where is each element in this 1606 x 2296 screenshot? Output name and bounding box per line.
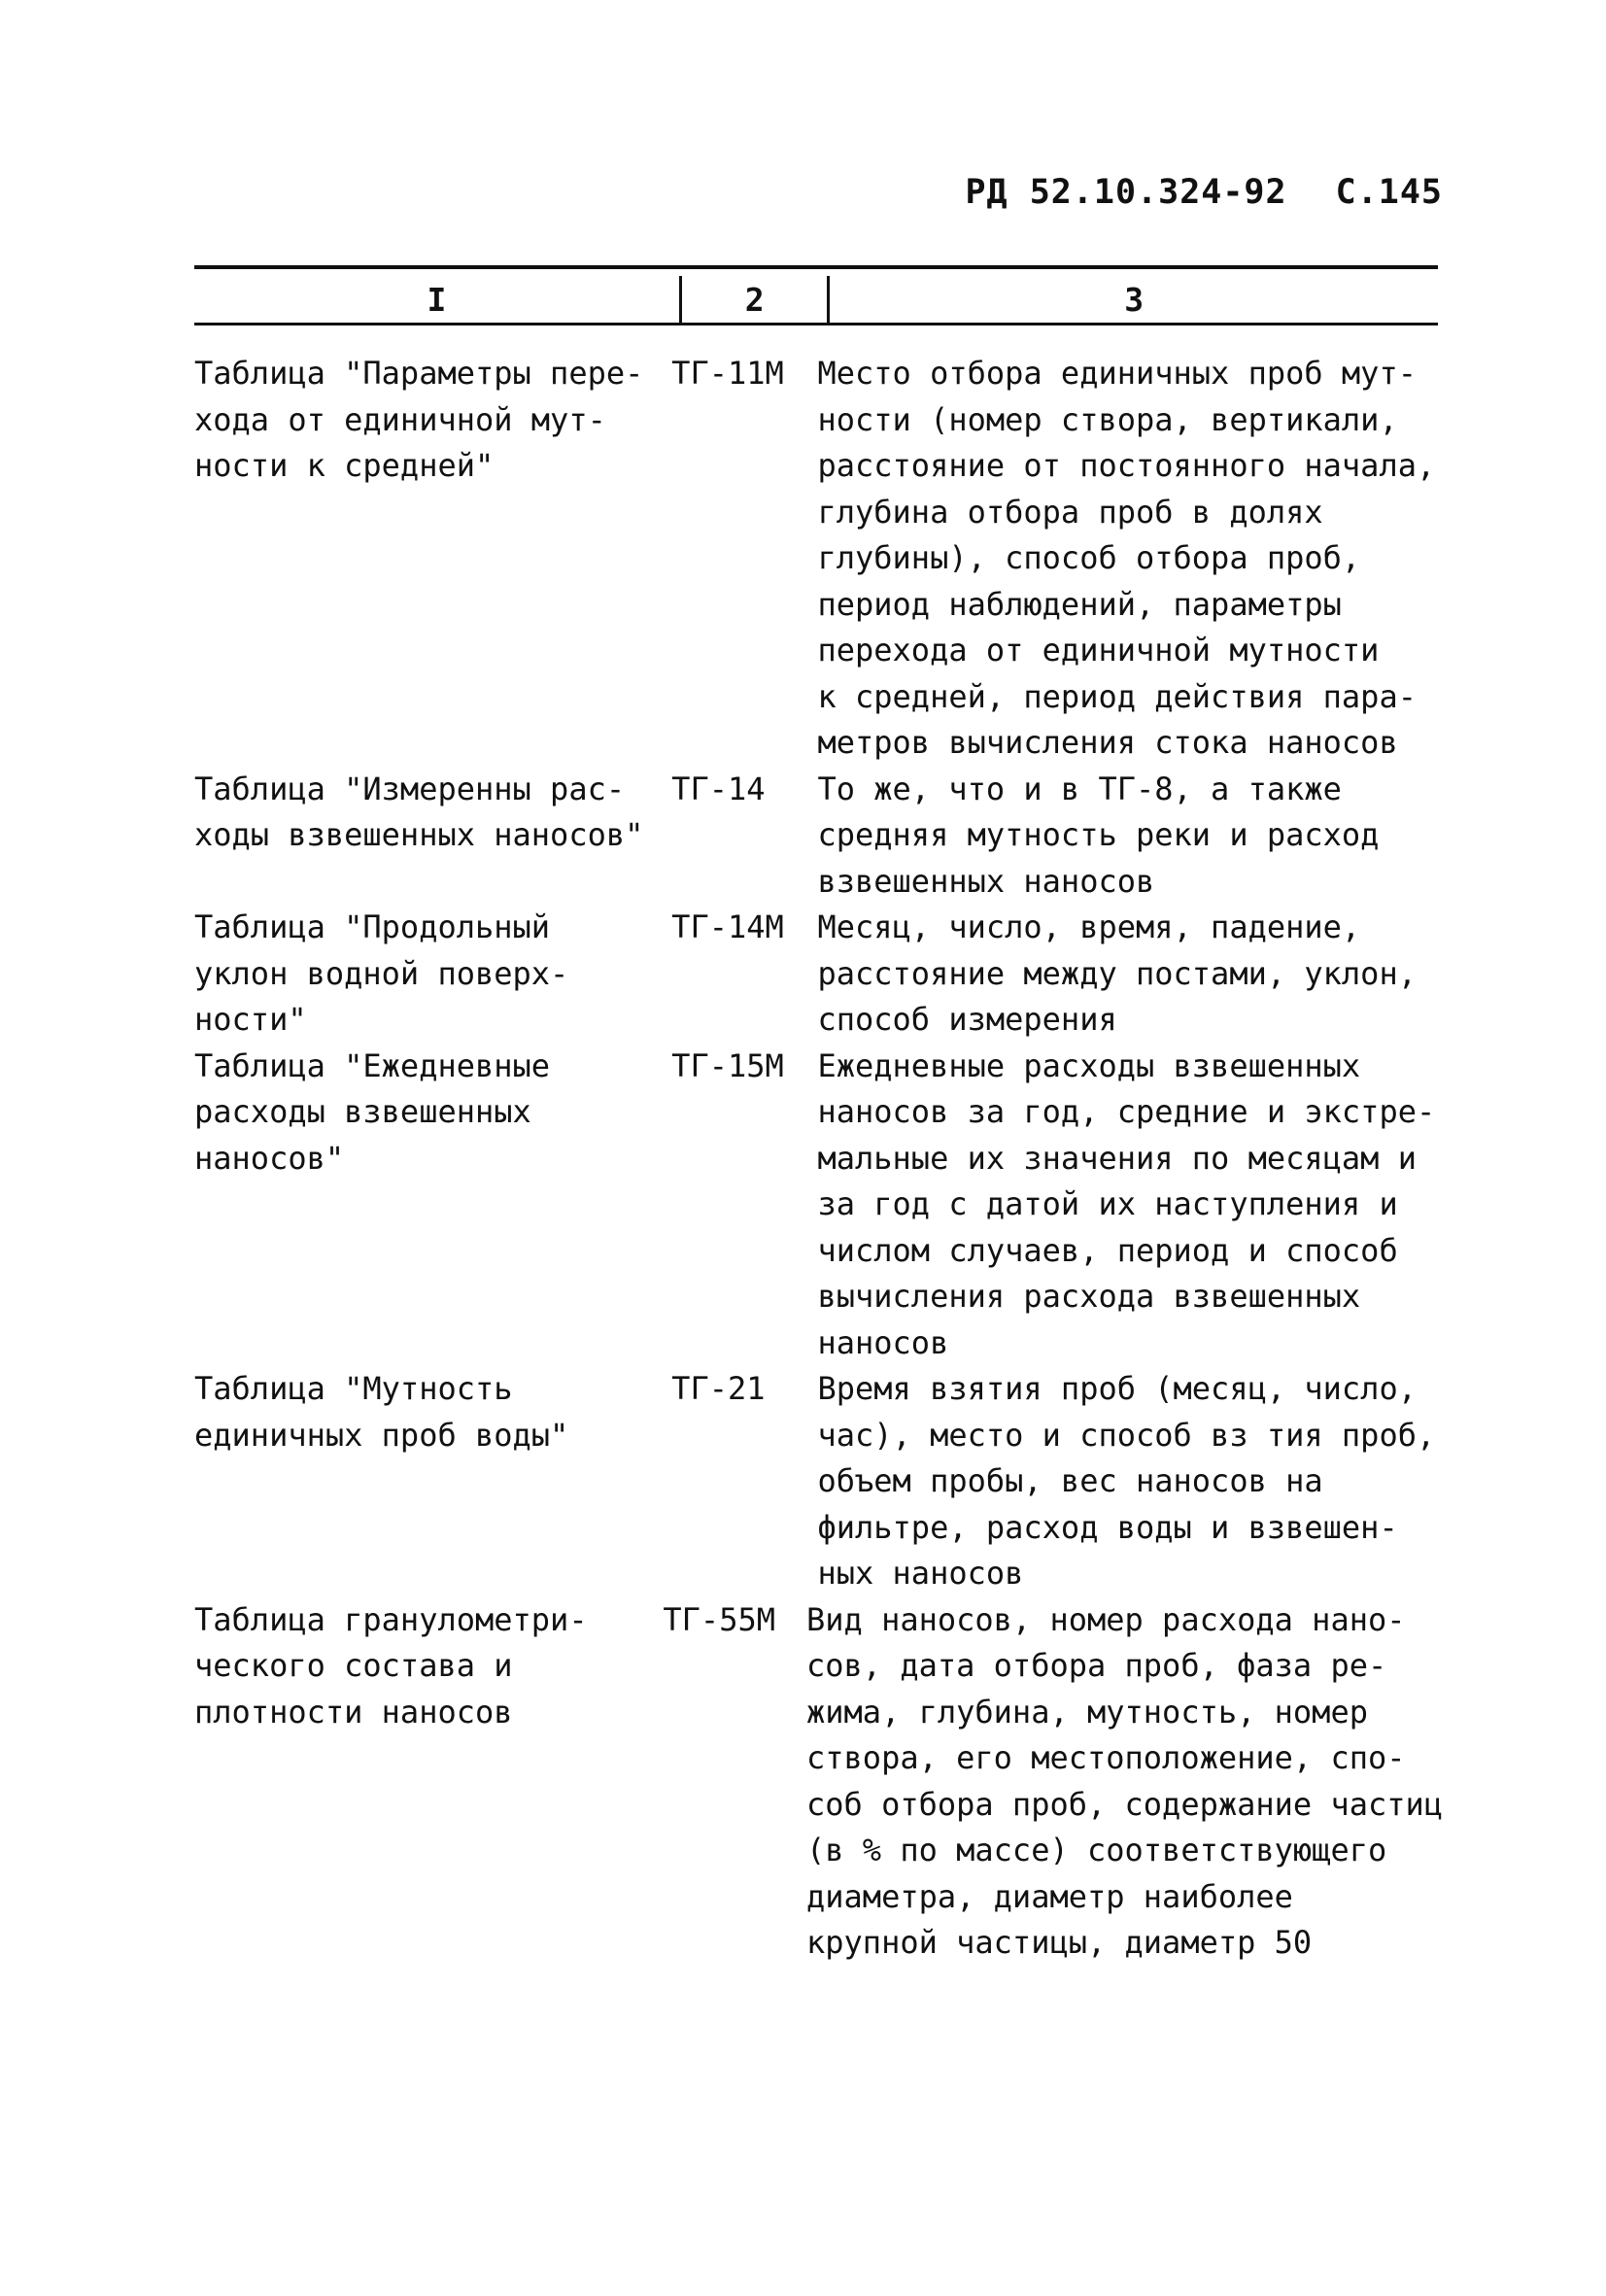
table-name-line: Таблица "Измеренны рас- xyxy=(194,770,626,807)
table-description-line: крупной частицы, диаметр 50 xyxy=(806,1924,1313,1961)
data-table xyxy=(194,265,1444,1967)
table-name-line: расходы взвешенных xyxy=(194,1093,531,1130)
table-description-line: числом случаев, период и способ xyxy=(817,1231,1398,1269)
table-description-cell xyxy=(817,351,1438,767)
table-name-line: ности к средней" xyxy=(194,447,495,484)
table-description-line: расстояние от постоянного начала, xyxy=(817,447,1436,484)
table-name-cell xyxy=(194,1366,671,1458)
table-body xyxy=(194,351,1444,1967)
table-name-line: Таблица "Параметры пере- xyxy=(194,355,644,392)
table-row xyxy=(194,351,1438,767)
table-description-line: глубина отбора проб в долях xyxy=(817,493,1323,531)
table-row xyxy=(194,1366,1438,1597)
table-description-line: за год с датой их наступления и xyxy=(817,1185,1398,1222)
page-header xyxy=(965,173,1443,212)
table-description-line: То же, что и в ТГ-8, а также xyxy=(817,770,1342,807)
table-description-line: взвешенных наносов xyxy=(817,862,1155,900)
table-header-rule xyxy=(194,323,1438,326)
table-name-cell xyxy=(194,351,671,490)
table-name-line: ческого состава и xyxy=(194,1647,513,1684)
table-description-line: Время взятия проб (месяц, число, xyxy=(817,1370,1417,1407)
table-description-line: объем пробы, вес наносов на xyxy=(817,1462,1323,1499)
table-description-line: час), место и способ вз тия проб, xyxy=(817,1416,1436,1454)
table-description-line: Месяц, число, время, падение, xyxy=(817,908,1361,945)
table-description-cell xyxy=(806,1597,1444,1967)
table-description-line: ных наносов xyxy=(817,1555,1024,1592)
table-description-cell xyxy=(817,905,1438,1044)
table-description-line: глубины), способ отбора проб, xyxy=(817,539,1361,576)
table-description-line: мальные их значения по месяцам и xyxy=(817,1139,1417,1177)
table-description-line: створа, его местоположение, спо- xyxy=(806,1739,1406,1776)
table-description-line: Ежедневные расходы взвешенных xyxy=(817,1046,1361,1084)
column-header-3: 3 xyxy=(827,276,1438,323)
table-row xyxy=(194,1597,1444,1967)
table-code-cell: ТГ-21 xyxy=(671,1370,766,1407)
table-description-cell xyxy=(817,1044,1438,1367)
table-name-line: наносов" xyxy=(194,1139,345,1177)
table-description-line: наносов xyxy=(817,1323,949,1361)
table-code-cell: ТГ-14М xyxy=(671,908,784,945)
table-code-cell: ТГ-15М xyxy=(671,1046,784,1084)
table-description-line: вычисления расхода взвешенных xyxy=(817,1278,1361,1315)
table-name-line: единичных проб воды" xyxy=(194,1416,569,1454)
table-name-line: Таблица "Продольный xyxy=(194,908,551,945)
table-name-cell xyxy=(194,767,671,859)
table-row xyxy=(194,767,1438,906)
table-description-line: период наблюдений, параметры xyxy=(817,585,1342,623)
table-description-line: средняя мутность реки и расход xyxy=(817,816,1380,853)
column-header-2: 2 xyxy=(679,276,828,323)
table-description-line: перехода от единичной мутности xyxy=(817,632,1380,668)
table-description-line: способ измерения xyxy=(817,1001,1117,1038)
table-name-line: ходы взвешенных наносов" xyxy=(194,816,644,853)
table-description-line: Вид наносов, номер расхода нано- xyxy=(806,1600,1406,1638)
table-description-line: наносов за год, средние и экстре- xyxy=(817,1093,1436,1130)
table-code-cell: ТГ-11М xyxy=(671,355,784,392)
document-code: РД 52.10.324-92 xyxy=(965,173,1287,212)
table-name-line: хода от единичной мут- xyxy=(194,400,606,438)
table-name-line: уклон водной поверх- xyxy=(194,954,569,992)
table-description-line: Место отбора единичных проб мут- xyxy=(817,355,1417,392)
table-name-line: плотности наносов xyxy=(194,1693,513,1731)
column-header-1: I xyxy=(427,280,447,319)
table-row xyxy=(194,1044,1438,1367)
table-name-line: Таблица "Мутность xyxy=(194,1370,513,1407)
table-description-line: соб отбора проб, содержание частиц xyxy=(806,1785,1444,1823)
page-number: С.145 xyxy=(1335,173,1443,212)
table-name-line: Таблица гранулометри- xyxy=(194,1600,588,1638)
table-name-cell xyxy=(194,1044,671,1182)
table-name-cell xyxy=(194,1597,663,1736)
table-description-cell xyxy=(817,1366,1438,1597)
table-description-line: фильтре, расход воды и взвешен- xyxy=(817,1508,1398,1546)
table-description-line: к средней, период действия пара- xyxy=(817,677,1417,715)
table-description-line: сов, дата отбора проб, фаза ре- xyxy=(806,1647,1387,1684)
table-description-line: жима, глубина, мутность, номер xyxy=(806,1693,1368,1731)
table-name-line: ности" xyxy=(194,1001,307,1038)
table-description-line: расстояние между постами, уклон, xyxy=(817,954,1417,992)
table-top-rule xyxy=(194,265,1438,269)
table-description-line: (в % по массе) соответствующего xyxy=(806,1832,1387,1868)
table-name-line: Таблица "Ежедневные xyxy=(194,1046,551,1084)
table-header-row xyxy=(194,276,1438,323)
table-row xyxy=(194,905,1438,1044)
table-name-cell xyxy=(194,905,671,1044)
table-description-cell xyxy=(817,767,1438,906)
table-description-line: метров вычисления стока наносов xyxy=(817,724,1398,761)
table-code-cell: ТГ-55М xyxy=(663,1600,775,1638)
table-description-line: диаметра, диаметр наиболее xyxy=(806,1877,1293,1915)
table-description-line: ности (номер створа, вертикали, xyxy=(817,400,1398,438)
table-code-cell: ТГ-14 xyxy=(671,770,766,807)
